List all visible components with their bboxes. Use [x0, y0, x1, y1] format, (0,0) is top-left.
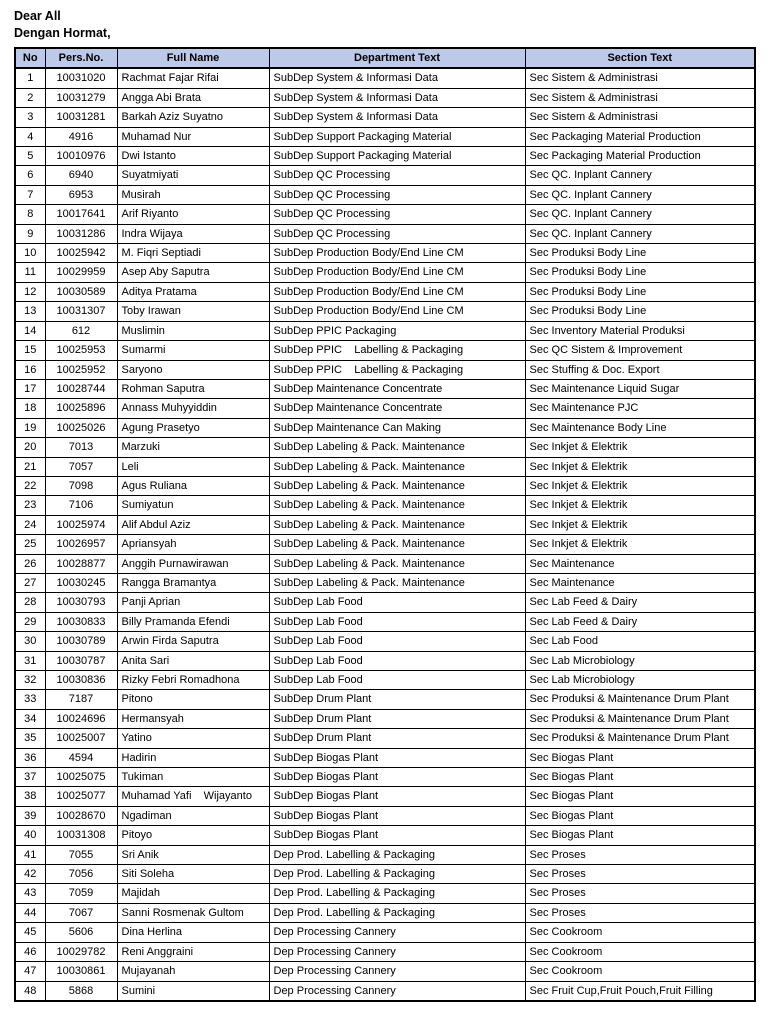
table-cell: 40 — [15, 826, 45, 845]
table-row — [15, 903, 755, 922]
table-cell: Angga Abi Brata — [117, 88, 269, 107]
table-cell: Sanni Rosmenak Gultom — [117, 903, 269, 922]
table-cell: Pitono — [117, 690, 269, 709]
table-cell: Sec Cookroom — [525, 962, 755, 981]
table-cell: SubDep Biogas Plant — [269, 768, 525, 787]
table-cell: 38 — [15, 787, 45, 806]
table-cell: Sec Inkjet & Elektrik — [525, 457, 755, 476]
table-cell: 10030861 — [45, 962, 117, 981]
column-header-department: Department Text — [269, 48, 525, 68]
table-cell: Dep Processing Cannery — [269, 962, 525, 981]
table-row — [15, 962, 755, 981]
table-row — [15, 205, 755, 224]
table-cell: 10026957 — [45, 535, 117, 554]
table-cell: SubDep Drum Plant — [269, 690, 525, 709]
table-cell: 43 — [15, 884, 45, 903]
table-cell: Sec Maintenance PJC — [525, 399, 755, 418]
table-cell: 10031020 — [45, 68, 117, 88]
table-cell: Sec Produksi Body Line — [525, 302, 755, 321]
table-cell: 10030793 — [45, 593, 117, 612]
table-cell: Dep Prod. Labelling & Packaging — [269, 865, 525, 884]
table-cell: SubDep Lab Food — [269, 671, 525, 690]
table-row — [15, 418, 755, 437]
table-cell: 33 — [15, 690, 45, 709]
table-row — [15, 476, 755, 495]
table-cell: 6 — [15, 166, 45, 185]
table-cell: Sec Biogas Plant — [525, 826, 755, 845]
table-cell: SubDep PPIC Packaging — [269, 321, 525, 340]
table-cell: 1 — [15, 68, 45, 88]
employee-table — [14, 47, 756, 1002]
table-cell: 3 — [15, 108, 45, 127]
table-cell: Dep Processing Cannery — [269, 981, 525, 1001]
table-cell: 10025075 — [45, 768, 117, 787]
table-cell: 47 — [15, 962, 45, 981]
table-cell: Sec Inkjet & Elektrik — [525, 438, 755, 457]
table-cell: Annass Muhyyiddin — [117, 399, 269, 418]
table-cell: 10029959 — [45, 263, 117, 282]
table-cell: 8 — [15, 205, 45, 224]
table-row — [15, 399, 755, 418]
table-cell: M. Fiqri Septiadi — [117, 244, 269, 263]
table-cell: 23 — [15, 496, 45, 515]
table-row — [15, 826, 755, 845]
table-row — [15, 244, 755, 263]
table-cell: Panji Aprian — [117, 593, 269, 612]
table-cell: Agung Prasetyo — [117, 418, 269, 437]
table-cell: Ngadiman — [117, 806, 269, 825]
table-cell: Sec Maintenance Body Line — [525, 418, 755, 437]
table-cell: 13 — [15, 302, 45, 321]
table-cell: 44 — [15, 903, 45, 922]
table-cell: 35 — [15, 729, 45, 748]
table-cell: SubDep Labeling & Pack. Maintenance — [269, 476, 525, 495]
table-cell: 7059 — [45, 884, 117, 903]
table-cell: 32 — [15, 671, 45, 690]
table-cell: 27 — [15, 573, 45, 592]
table-cell: 9 — [15, 224, 45, 243]
table-cell: 10 — [15, 244, 45, 263]
table-row — [15, 535, 755, 554]
table-cell: Sec Proses — [525, 884, 755, 903]
table-cell: 10028744 — [45, 379, 117, 398]
table-cell: 46 — [15, 942, 45, 961]
table-row — [15, 263, 755, 282]
table-cell: SubDep QC Processing — [269, 185, 525, 204]
table-cell: Sec Maintenance Liquid Sugar — [525, 379, 755, 398]
table-cell: Sec Maintenance — [525, 554, 755, 573]
table-cell: Musirah — [117, 185, 269, 204]
table-cell: 10030245 — [45, 573, 117, 592]
table-row — [15, 302, 755, 321]
table-cell: SubDep PPIC Labelling & Packaging — [269, 360, 525, 379]
table-cell: 34 — [15, 709, 45, 728]
table-cell: 4 — [15, 127, 45, 146]
table-cell: 41 — [15, 845, 45, 864]
table-row — [15, 88, 755, 107]
table-cell: Dep Processing Cannery — [269, 942, 525, 961]
table-cell: SubDep Drum Plant — [269, 729, 525, 748]
table-cell: Sec Biogas Plant — [525, 806, 755, 825]
table-cell: Barkah Aziz Suyatno — [117, 108, 269, 127]
table-cell: Leli — [117, 457, 269, 476]
table-cell: 17 — [15, 379, 45, 398]
table-cell: SubDep Production Body/End Line CM — [269, 263, 525, 282]
table-cell: Toby Irawan — [117, 302, 269, 321]
table-row — [15, 806, 755, 825]
table-row — [15, 496, 755, 515]
table-cell: Anita Sari — [117, 651, 269, 670]
table-cell: 39 — [15, 806, 45, 825]
table-cell: 7056 — [45, 865, 117, 884]
table-cell: 30 — [15, 632, 45, 651]
table-cell: SubDep Biogas Plant — [269, 787, 525, 806]
table-cell: Sec Biogas Plant — [525, 787, 755, 806]
table-row — [15, 709, 755, 728]
column-header-no: No — [15, 48, 45, 68]
table-cell: SubDep Labeling & Pack. Maintenance — [269, 554, 525, 573]
table-cell: Sec Inventory Material Produksi — [525, 321, 755, 340]
table-cell: 28 — [15, 593, 45, 612]
table-cell: 45 — [15, 923, 45, 942]
table-row — [15, 321, 755, 340]
table-cell: Sec Packaging Material Production — [525, 127, 755, 146]
table-cell: 25 — [15, 535, 45, 554]
table-cell: Sec QC. Inplant Cannery — [525, 185, 755, 204]
table-cell: 37 — [15, 768, 45, 787]
table-cell: SubDep Production Body/End Line CM — [269, 302, 525, 321]
table-cell: Muslimin — [117, 321, 269, 340]
table-cell: Dep Processing Cannery — [269, 923, 525, 942]
column-header-pers-no: Pers.No. — [45, 48, 117, 68]
table-cell: SubDep Support Packaging Material — [269, 147, 525, 166]
table-cell: Rohman Saputra — [117, 379, 269, 398]
table-row — [15, 166, 755, 185]
table-cell: SubDep Drum Plant — [269, 709, 525, 728]
table-cell: 10031307 — [45, 302, 117, 321]
table-cell: Tukiman — [117, 768, 269, 787]
table-row — [15, 729, 755, 748]
table-cell: Sec Produksi Body Line — [525, 263, 755, 282]
column-header-section: Section Text — [525, 48, 755, 68]
table-row — [15, 865, 755, 884]
table-cell: 7067 — [45, 903, 117, 922]
table-cell: 10025974 — [45, 515, 117, 534]
table-row — [15, 593, 755, 612]
table-row — [15, 981, 755, 1001]
table-cell: 26 — [15, 554, 45, 573]
table-cell: SubDep System & Informasi Data — [269, 68, 525, 88]
table-cell: 10017641 — [45, 205, 117, 224]
table-cell: 16 — [15, 360, 45, 379]
table-cell: Suyatmiyati — [117, 166, 269, 185]
table-cell: Dep Prod. Labelling & Packaging — [269, 903, 525, 922]
table-cell: Siti Soleha — [117, 865, 269, 884]
table-cell: Sec Biogas Plant — [525, 748, 755, 767]
table-cell: Majidah — [117, 884, 269, 903]
table-cell: 612 — [45, 321, 117, 340]
table-cell: SubDep QC Processing — [269, 205, 525, 224]
table-row — [15, 554, 755, 573]
table-cell: SubDep Biogas Plant — [269, 806, 525, 825]
table-row — [15, 147, 755, 166]
table-cell: 7098 — [45, 476, 117, 495]
table-cell: SubDep Lab Food — [269, 651, 525, 670]
table-cell: 6953 — [45, 185, 117, 204]
table-cell: SubDep System & Informasi Data — [269, 88, 525, 107]
table-cell: 21 — [15, 457, 45, 476]
table-cell: Sec Cookroom — [525, 942, 755, 961]
table-row — [15, 884, 755, 903]
table-cell: Marzuki — [117, 438, 269, 457]
table-row — [15, 671, 755, 690]
table-row — [15, 632, 755, 651]
table-row — [15, 457, 755, 476]
table-cell: Rangga Bramantya — [117, 573, 269, 592]
table-cell: Sec Produksi Body Line — [525, 244, 755, 263]
table-cell: Sec QC Sistem & Improvement — [525, 341, 755, 360]
table-cell: 24 — [15, 515, 45, 534]
table-row — [15, 787, 755, 806]
table-cell: Sec Lab Food — [525, 632, 755, 651]
table-cell: SubDep Labeling & Pack. Maintenance — [269, 457, 525, 476]
table-cell: SubDep Support Packaging Material — [269, 127, 525, 146]
table-cell: Sec Packaging Material Production — [525, 147, 755, 166]
table-cell: Sec Stuffing & Doc. Export — [525, 360, 755, 379]
table-cell: Sec Lab Feed & Dairy — [525, 593, 755, 612]
table-cell: Alif Abdul Aziz — [117, 515, 269, 534]
table-cell: 18 — [15, 399, 45, 418]
greeting-line-2: Dengan Hormat, — [14, 26, 111, 40]
table-row — [15, 612, 755, 631]
table-row — [15, 108, 755, 127]
greeting-line-1: Dear All — [14, 9, 61, 23]
table-cell: 5 — [15, 147, 45, 166]
table-cell: 5606 — [45, 923, 117, 942]
table-cell: 10030833 — [45, 612, 117, 631]
table-cell: Hadirin — [117, 748, 269, 767]
table-cell: Sec QC. Inplant Cannery — [525, 205, 755, 224]
table-cell: SubDep Production Body/End Line CM — [269, 282, 525, 301]
table-cell: 10031281 — [45, 108, 117, 127]
table-cell: 10025077 — [45, 787, 117, 806]
table-cell: Sec Proses — [525, 865, 755, 884]
table-cell: SubDep Lab Food — [269, 612, 525, 631]
table-cell: 7055 — [45, 845, 117, 864]
table-row — [15, 573, 755, 592]
table-cell: Sec Sistem & Administrasi — [525, 88, 755, 107]
table-cell: Sec Produksi & Maintenance Drum Plant — [525, 729, 755, 748]
table-cell: Hermansyah — [117, 709, 269, 728]
table-cell: 22 — [15, 476, 45, 495]
table-cell: Arwin Firda Saputra — [117, 632, 269, 651]
table-cell: 11 — [15, 263, 45, 282]
table-row — [15, 185, 755, 204]
table-cell: SubDep PPIC Labelling & Packaging — [269, 341, 525, 360]
table-cell: Asep Aby Saputra — [117, 263, 269, 282]
table-cell: 10025953 — [45, 341, 117, 360]
table-cell: SubDep Labeling & Pack. Maintenance — [269, 438, 525, 457]
table-cell: 20 — [15, 438, 45, 457]
table-cell: Reni Anggraini — [117, 942, 269, 961]
table-cell: 48 — [15, 981, 45, 1001]
table-cell: 10030787 — [45, 651, 117, 670]
table-cell: SubDep Lab Food — [269, 593, 525, 612]
table-cell: 19 — [15, 418, 45, 437]
table-cell: Sec Lab Microbiology — [525, 671, 755, 690]
table-cell: Sri Anik — [117, 845, 269, 864]
table-cell: Rizky Febri Romadhona — [117, 671, 269, 690]
table-cell: SubDep QC Processing — [269, 224, 525, 243]
table-cell: 10025007 — [45, 729, 117, 748]
table-cell: Sec Maintenance — [525, 573, 755, 592]
table-cell: 42 — [15, 865, 45, 884]
table-cell: 14 — [15, 321, 45, 340]
table-cell: Sec Produksi & Maintenance Drum Plant — [525, 690, 755, 709]
table-cell: Sec Proses — [525, 903, 755, 922]
table-cell: Dwi Istanto — [117, 147, 269, 166]
table-cell: SubDep System & Informasi Data — [269, 108, 525, 127]
table-cell: Mujayanah — [117, 962, 269, 981]
table-cell: 7187 — [45, 690, 117, 709]
table-cell: Muhamad Yafi Wijayanto — [117, 787, 269, 806]
table-cell: 4594 — [45, 748, 117, 767]
table-row — [15, 942, 755, 961]
table-cell: Sec Proses — [525, 845, 755, 864]
table-cell: 5868 — [45, 981, 117, 1001]
table-cell: 15 — [15, 341, 45, 360]
table-cell: Billy Pramanda Efendi — [117, 612, 269, 631]
table-cell: Dep Prod. Labelling & Packaging — [269, 845, 525, 864]
table-cell: Sec Produksi & Maintenance Drum Plant — [525, 709, 755, 728]
table-cell: 10025942 — [45, 244, 117, 263]
table-row — [15, 224, 755, 243]
table-cell: 10031286 — [45, 224, 117, 243]
table-cell: 10024696 — [45, 709, 117, 728]
table-cell: Sec Fruit Cup,Fruit Pouch,Fruit Filling — [525, 981, 755, 1001]
table-cell: SubDep Labeling & Pack. Maintenance — [269, 515, 525, 534]
table-row — [15, 845, 755, 864]
table-cell: SubDep Lab Food — [269, 632, 525, 651]
table-cell: Indra Wijaya — [117, 224, 269, 243]
table-cell: SubDep Production Body/End Line CM — [269, 244, 525, 263]
table-cell: Sec QC. Inplant Cannery — [525, 224, 755, 243]
table-cell: 7 — [15, 185, 45, 204]
table-row — [15, 515, 755, 534]
table-cell: 7106 — [45, 496, 117, 515]
table-cell: Sec Inkjet & Elektrik — [525, 535, 755, 554]
table-cell: SubDep QC Processing — [269, 166, 525, 185]
table-cell: 10031279 — [45, 88, 117, 107]
table-cell: 10029782 — [45, 942, 117, 961]
table-row — [15, 438, 755, 457]
table-cell: SubDep Labeling & Pack. Maintenance — [269, 535, 525, 554]
table-cell: 2 — [15, 88, 45, 107]
table-cell: Sec Cookroom — [525, 923, 755, 942]
table-cell: Pitoyo — [117, 826, 269, 845]
table-row — [15, 360, 755, 379]
table-cell: Apriansyah — [117, 535, 269, 554]
table-body — [15, 68, 755, 1001]
table-cell: 7057 — [45, 457, 117, 476]
table-cell: Rachmat Fajar Rifai — [117, 68, 269, 88]
table-cell: Sec Inkjet & Elektrik — [525, 496, 755, 515]
table-cell: 6940 — [45, 166, 117, 185]
table-cell: 10010976 — [45, 147, 117, 166]
table-cell: Sec Biogas Plant — [525, 768, 755, 787]
table-cell: 7013 — [45, 438, 117, 457]
table-cell: SubDep Biogas Plant — [269, 748, 525, 767]
table-cell: SubDep Maintenance Concentrate — [269, 379, 525, 398]
table-cell: Sec Sistem & Administrasi — [525, 108, 755, 127]
table-cell: SubDep Maintenance Can Making — [269, 418, 525, 437]
table-cell: Sec Inkjet & Elektrik — [525, 515, 755, 534]
table-cell: 12 — [15, 282, 45, 301]
table-cell: Sec Sistem & Administrasi — [525, 68, 755, 88]
table-cell: Muhamad Nur — [117, 127, 269, 146]
table-cell: 10028670 — [45, 806, 117, 825]
table-cell: Arif Riyanto — [117, 205, 269, 224]
table-cell: 29 — [15, 612, 45, 631]
table-cell: 10030836 — [45, 671, 117, 690]
column-header-full-name: Full Name — [117, 48, 269, 68]
table-cell: Yatino — [117, 729, 269, 748]
table-cell: SubDep Maintenance Concentrate — [269, 399, 525, 418]
table-cell: Sec Inkjet & Elektrik — [525, 476, 755, 495]
table-cell: Dina Herlina — [117, 923, 269, 942]
table-row — [15, 923, 755, 942]
table-cell: 10030789 — [45, 632, 117, 651]
table-cell: Sumarmi — [117, 341, 269, 360]
table-row — [15, 127, 755, 146]
table-cell: SubDep Labeling & Pack. Maintenance — [269, 496, 525, 515]
table-cell: Sec Lab Feed & Dairy — [525, 612, 755, 631]
table-cell: Agus Ruliana — [117, 476, 269, 495]
table-cell: 31 — [15, 651, 45, 670]
table-cell: 4916 — [45, 127, 117, 146]
table-cell: SubDep Biogas Plant — [269, 826, 525, 845]
table-cell: Sec QC. Inplant Cannery — [525, 166, 755, 185]
table-row — [15, 282, 755, 301]
table-cell: 10025896 — [45, 399, 117, 418]
table-cell: 10028877 — [45, 554, 117, 573]
table-row — [15, 379, 755, 398]
table-cell: Dep Prod. Labelling & Packaging — [269, 884, 525, 903]
table-cell: Aditya Pratama — [117, 282, 269, 301]
table-cell: Sumiyatun — [117, 496, 269, 515]
table-row — [15, 690, 755, 709]
table-cell: 10030589 — [45, 282, 117, 301]
table-cell: 10025026 — [45, 418, 117, 437]
table-cell: 10025952 — [45, 360, 117, 379]
table-cell: SubDep Labeling & Pack. Maintenance — [269, 573, 525, 592]
table-row — [15, 768, 755, 787]
table-cell: Sec Lab Microbiology — [525, 651, 755, 670]
table-cell: Sumini — [117, 981, 269, 1001]
table-cell: 36 — [15, 748, 45, 767]
table-row — [15, 651, 755, 670]
table-row — [15, 341, 755, 360]
table-cell: Sec Produksi Body Line — [525, 282, 755, 301]
table-cell: Anggih Purnawirawan — [117, 554, 269, 573]
table-row — [15, 68, 755, 88]
table-row — [15, 748, 755, 767]
table-cell: Saryono — [117, 360, 269, 379]
table-header-row — [15, 48, 755, 68]
table-cell: 10031308 — [45, 826, 117, 845]
